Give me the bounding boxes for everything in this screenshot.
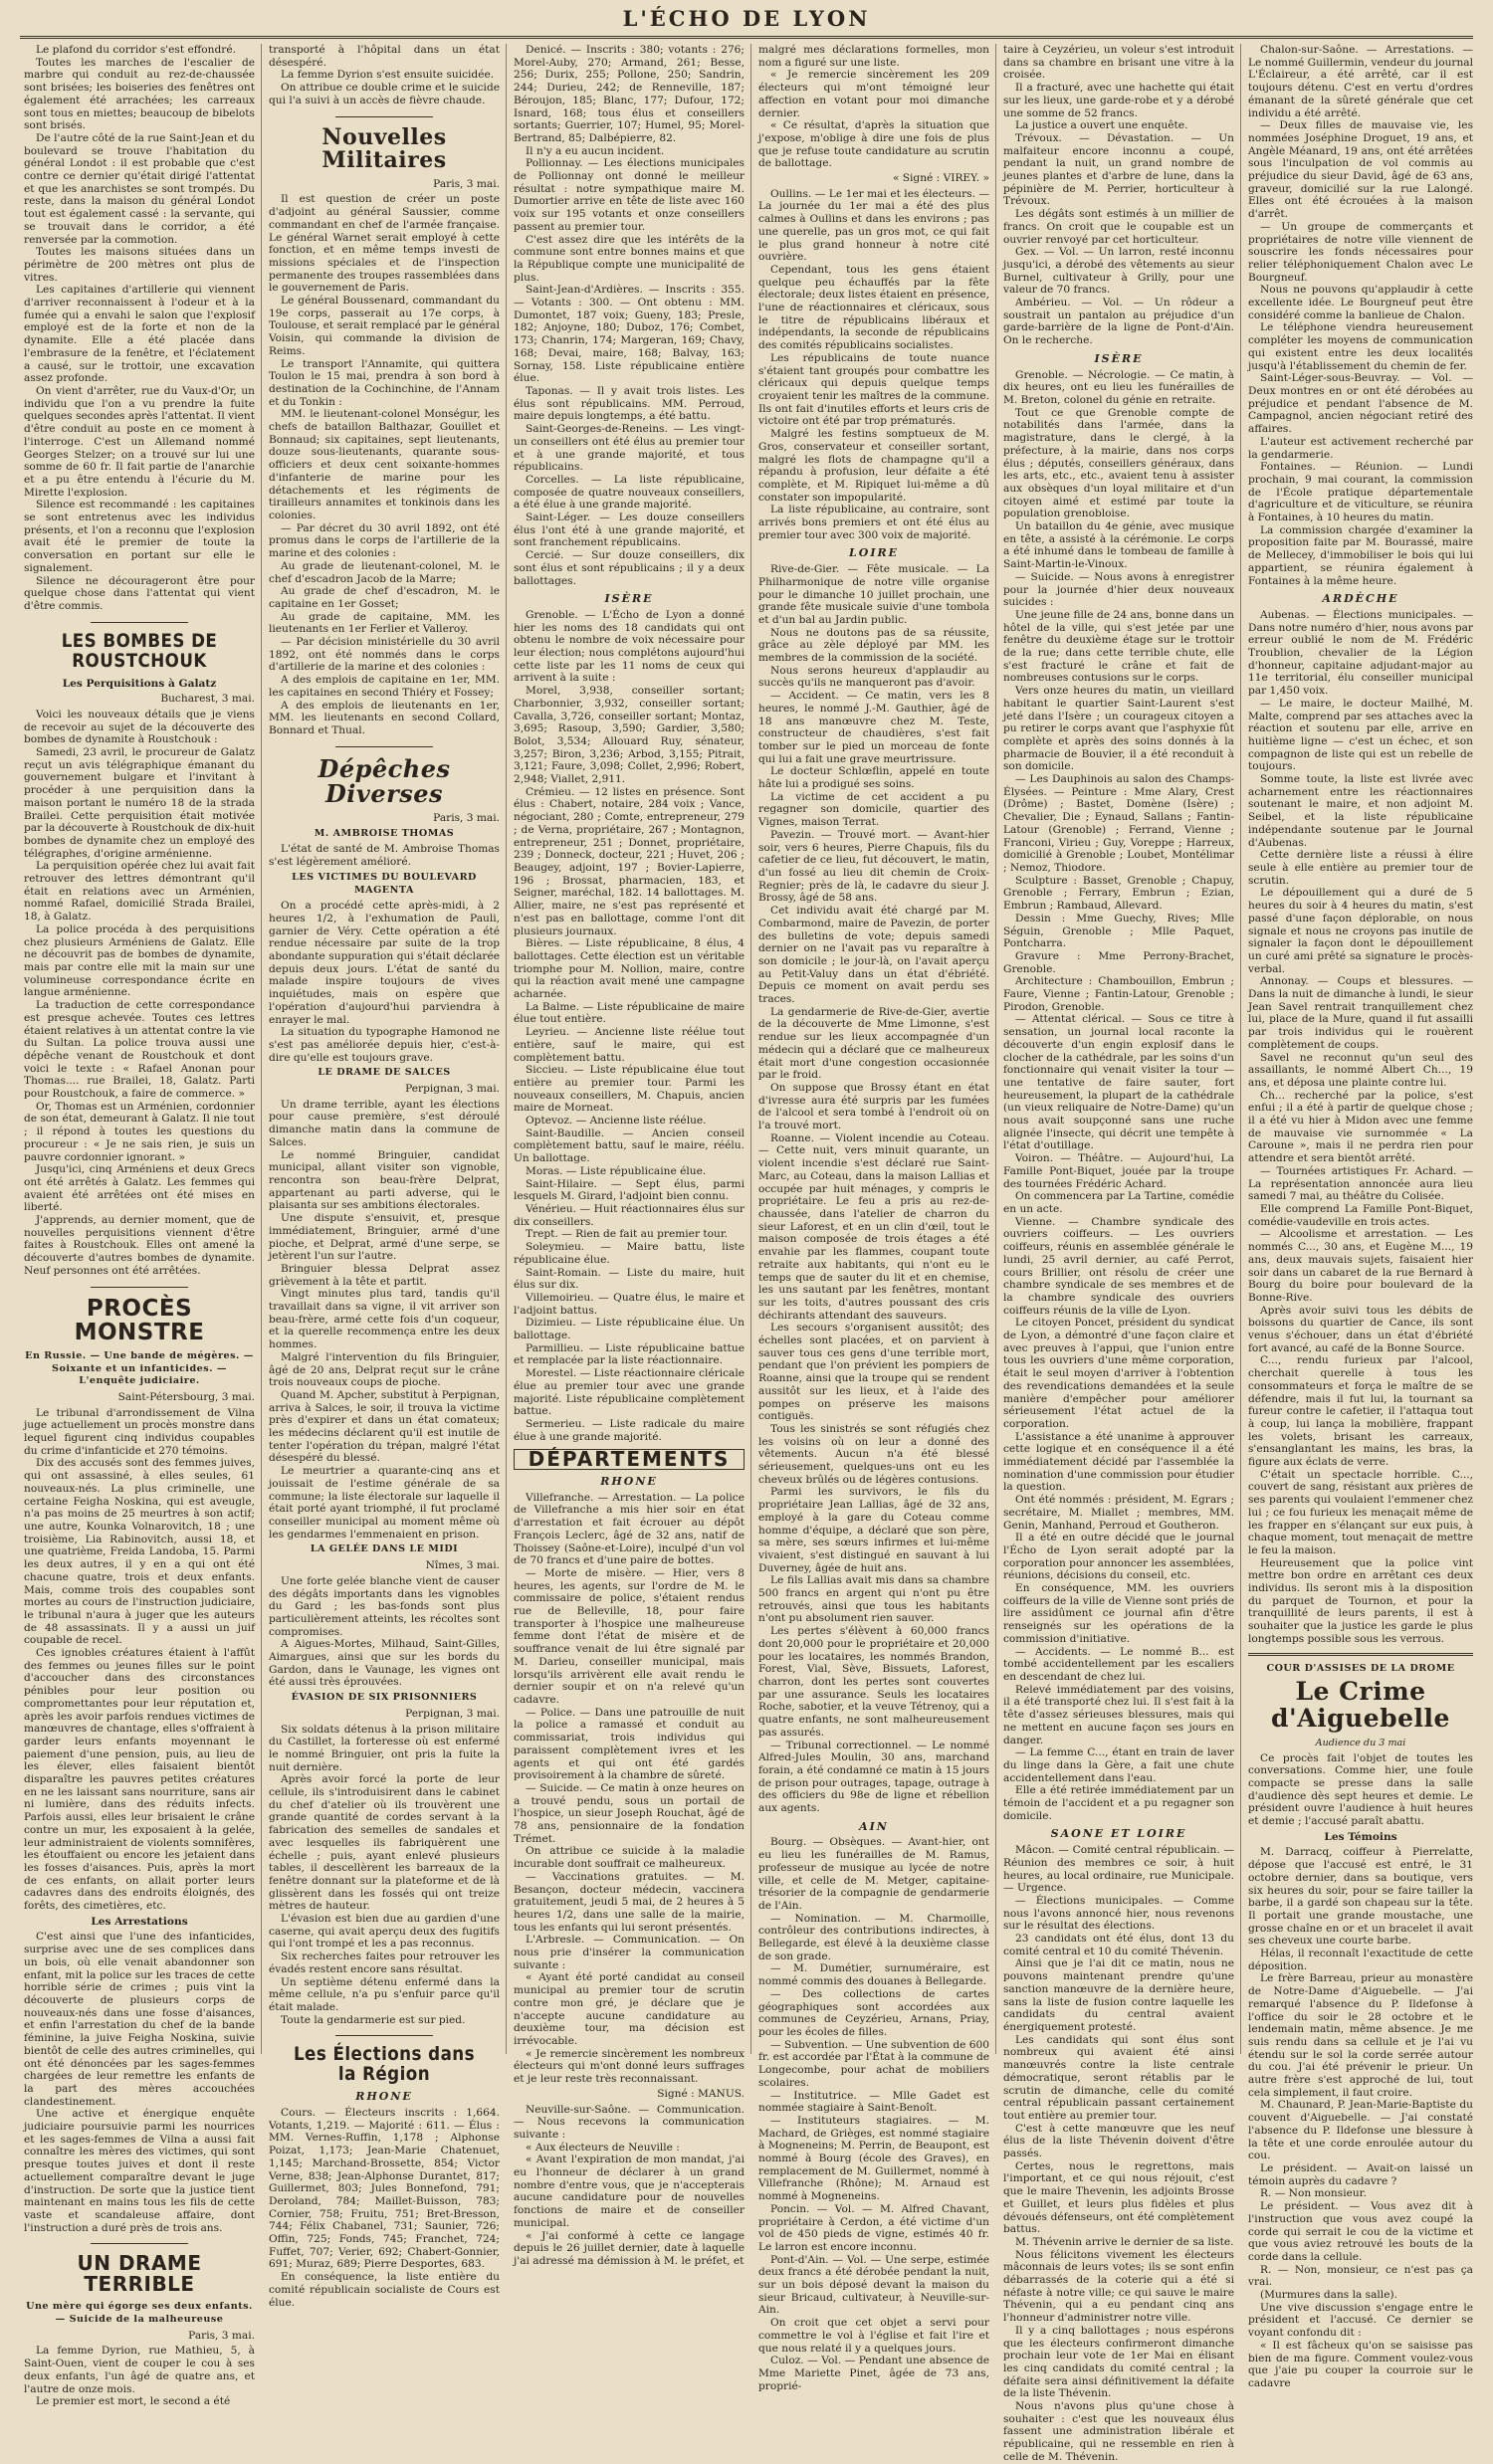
paragraph: Au grade de lieutenant-colonel, M. le chef d'escadron Jacob de la Marre; <box>269 559 500 585</box>
paragraph: En conséquence, MM. les ouvriers coiffeurs de la ville de Vienne sont priés de lire assidûment ce journal afin d'être renseignés sur les opérations de la commission d'initiative. <box>1003 1582 1234 1645</box>
paragraph: Le frère Barreau, prieur au monastère de Notre-Dame d'Aiguebelle. — J'ai remarqué l'absence du P. Ildefonse à l'office du soir le 28 octobre et le lendemain matin, même absence. Je me suis rendu dans sa cellule et je l'ai vu étendu sur le sol la corde serrée autour du cou. J'ai été prévenir le prieur. Un autre frère s'est approché de lui, tout cela simplement, il faut croire. <box>1248 1972 1473 2099</box>
headline-bombes: LES BOMBES DE ROUSTCHOUK <box>61 629 218 672</box>
paragraph: Bières. — Liste républicaine, 8 élus, 4 ballottages. Cette élection est un véritable triomphe pour M. Nollion, maire, contre qui la réaction avait mené une campagne acharnée. <box>514 937 745 1001</box>
paragraph: Tout ce que Grenoble compte de notabilités dans l'armée, dans la magistrature, dans le clergé, à la préfecture, à la mairie, dans nos corps élus ; députés, conseillers généraux, dans les arts, etc., etc., avaient tenu à assister aux obsèques d'un loyal militaire et d'un citoyen aimé et estimé par toute la population grenobloise. <box>1003 406 1234 520</box>
paragraph: Ainsi que je l'ai dit ce matin, nous ne pouvons maintenant prendre qu'une sanction manœuvre de la dernière heure, sans la liste de fusion contre laquelle les candidats du central avaient énergiquement protesté. <box>1003 1957 1234 2033</box>
paragraph: Or, Thomas est un Arménien, cordonnier de son état, demeurant à Galatz. Il nie tout ; il répond à toutes les questions du procureur : « Je ne sais rien, je suis un pauvre cordonnier ignorant. » <box>24 1100 255 1163</box>
paragraph: R. — Non, monsieur, ce n'est pas ça vrai. <box>1248 2263 1473 2289</box>
paragraph: Elle comprend La Famille Pont-Biquet, comédie-vaudeville en trois actes. <box>1248 1202 1473 1228</box>
paragraph: Pollionnay. — Les élections municipales de Pollionnay ont donné le meilleur résultat : notre sympathique maire M. Dumortier arrive en tête de liste avec 160 voix sur 195 votants et onze conseillers passent au premier tour. <box>514 157 745 233</box>
paragraph: Nous serons heureux d'applaudir au succès qu'ils ne manqueront pas d'avoir. <box>758 664 989 690</box>
section-label: ISÈRE <box>1094 351 1144 365</box>
paragraph: On a procédé cette après-midi, à 2 heures 1/2, à l'exhumation de Pauli, garnier de Véry. Cette opération a été rendue nécessaire par suite de la trop abondante suppuration qui s'était déclarée depuis deux jours. L'état de santé du malade inspire toujours de vives inquiétudes, mais on espère que l'opération d'aujourd'hui parviendra à enrayer le mal. <box>269 900 500 1026</box>
subheadline: Les Perquisitions à Galatz <box>62 677 217 690</box>
paragraph: Parmillieu. — Liste républicaine battue et remplacée par la liste réactionnaire. <box>514 1341 745 1367</box>
subheadline: LA GELÉE DANS LE MIDI <box>310 1543 459 1555</box>
paragraph: Parmi les survivors, le fils du propriétaire Jean Lallias, âgé de 32 ans, employé à la gare du Coteau comme homme d'équipe, a déclaré que son père, sa mère, ses sœurs infirmes et lui-même vivaient, s'est distingué en sauvant à lui Duverney, âgée de huit ans. <box>758 1486 989 1574</box>
signature: Signé : MANUS. <box>657 2087 745 2100</box>
paragraph: Rive-de-Gier. — Fête musicale. — La Philharmonique de notre ville organise pour le dimanche 10 juillet prochain, une grande fête musicale suivie d'une tombola et d'un bal au Jardin public. <box>758 563 989 626</box>
paragraph: Les candidats qui sont élus sont nombreux qui avaient été ainsi manœuvrés contre la liste centrale démocratique, seront rétablis par le scrutin de dimanche, celle du comité central républicain passant certainement tout entière au premier tour. <box>1003 2033 1234 2122</box>
paragraph: — Suicide. — Ce matin à onze heures on a trouvé pendu, sous un portail de l'hospice, un sieur Joseph Rouchat, âgé de 78 ans, pensionnaire de la fondation Trémet. <box>514 1781 745 1845</box>
dateline: Paris, 3 mai. <box>433 177 500 190</box>
paragraph: Morel, 3,938, conseiller sortant; Charbonnier, 3,932, conseiller sortant; Cavalla, 3,726, conseiller sortant; Montaz, 3,695; Rasoup, 3,590; Gardier, 3,580; Bolot, 3,534; Allouard Ruy, sénateur, 3,257; Biron, 3,236; Arbod, 3,155; Pitrait, 3,121; Faure, 3,098; Collet, 2,996; Robert, 2,948; Viallet, 2,911. <box>514 685 745 786</box>
paragraph: Le citoyen Poncet, président du syndicat de Lyon, a démontré d'une façon claire et avec preuves à l'appui, que l'union entre tous les ouvriers d'une même corporation, était le seul moyen d'arriver à l'obtention des revendications demandées et la seule manière d'empêcher pour améliorer sérieusement l'état actuel de la corporation. <box>1003 1317 1234 1430</box>
paragraph: Nous n'avons plus qu'une chose à souhaiter : c'est que les nouveaux élus fassent une administration libérale et républicaine, qui ne ressemble en rien à celle de M. Thévenin. <box>1003 2400 1234 2463</box>
paragraph: — Nomination. — M. Charmoille, contrôleur des contributions indirectes, à Bellegarde, est élevé à la deuxième classe de son grade. <box>758 1912 989 1962</box>
paragraph: Voici les nouveaux détails que je viens de recevoir au sujet de la découverte des bombes de dynamite à Roustchouk : <box>24 708 255 746</box>
paragraph: Morestel. — Liste réactionnaire cléricale élue au premier tour avec une grande majorité. Liste républicaine complètement battue. <box>514 1367 745 1418</box>
paragraph: Annonay. — Coups et blessures. — Dans la nuit de dimanche à lundi, le sieur Jean Savel rentrait tranquillement chez lui, place de la Mure, quand il fut assailli par trois individus qui le rouèrent complètement de coups. <box>1248 975 1473 1051</box>
paragraph: Oullins. — Le 1er mai et les électeurs. — La journée du 1er mai a été des plus calmes à Oullins et dans les environs ; pas une querelle, pas un gros mot, ce qui fait le plus grand honneur à notre cité ouvrière. <box>758 187 989 264</box>
paragraph: Une forte gelée blanche vient de causer des dégâts importants dans les vignobles du Gard ; les bas-fonds sont plus particulièrement atteints, les récoltes sont compromises. <box>269 1574 500 1638</box>
paragraph: A Aigues-Mortes, Milhaud, Saint-Gilles, Aimargues, ainsi que sur les bords du Gardon, dans le Vaunage, les vignes ont été aussi très éprouvées. <box>269 1638 500 1689</box>
paragraph: Mâcon. — Comité central républicain. — Réunion des membres ce soir, à huit heures, au local ordinaire, rue Municipale. — Urgence. <box>1003 1844 1234 1895</box>
paragraph: A des emplois de capitaine en 1er, MM. les capitaines en second Thiéry et Fossey; <box>269 674 500 699</box>
paragraph: Le fils Lallias avait mis dans sa chambre 500 francs en argent qui n'ont pu être retrouvés, ainsi que tous les habitants n'ont pu absolument rien sauver. <box>758 1574 989 1625</box>
paragraph: Saint-Hilaire. — Sept élus, parmi lesquels M. Girard, l'adjoint bien connu. <box>514 1177 745 1203</box>
paragraph: La Balme. — Liste républicaine de maire élue tout entière. <box>514 1000 745 1026</box>
paragraph: On commencera par La Tartine, comédie en un acte. <box>1003 1190 1234 1215</box>
signature: « Signé : VIREY. » <box>892 172 989 185</box>
dateline: Nîmes, 3 mai. <box>425 1559 500 1572</box>
paragraph: Cours. — Électeurs inscrits : 1,664. Votants, 1,219. — Majorité : 611. — Élus : MM. Vernes-Ruffin, 1,178 ; Alphonse Poizat, 1,173; Jean-Marie Chatenuet, 1,145; Marchand-Brossette, 854; Victor Verne, 838; Jean-Alphonse Durantet, 817; Guillermet, 803; Jules Bonnefond, 791; Deroland, 784; Maillet-Buisson, 783; Cornier, 758; Fruitu, 751; Bret-Bresson, 744; Félix Chabanel, 731; Saunier, 726; Offin, 725; Fonds, 745; Franchet, 724; Fuffet, 707; Verier, 692; Chabert-Gonnier, 691; Muraz, 689; Pierre Desportes, 683. <box>269 2106 500 2271</box>
paragraph: — Par décision ministérielle du 30 avril 1892, ont été nommés dans le corps d'artillerie de la marine et des colonies : <box>269 636 500 674</box>
paragraph: L'évasion est bien due au gardien d'une caserne, qui avait aperçu deux des fugitifs qui l'ont trompé et les a pas reconnus. <box>269 1913 500 1951</box>
dateline: Paris, 3 mai. <box>433 812 500 825</box>
paragraph: Villemoirieu. — Quatre élus, le maire et l'adjoint battus. <box>514 1291 745 1317</box>
headline-elections: Les Élections dans la Région <box>293 2043 476 2086</box>
paragraph: Il a fracturé, avec une hachette qui était sur les lieux, une garde-robe et y a dérobé une somme de 52 francs. <box>1003 82 1234 119</box>
paragraph: Silence ne décourageront être pour quelque chose dans l'attentat qui vient d'être commis. <box>24 574 255 612</box>
divider <box>91 622 187 623</box>
paragraph: On suppose que Brossy étant en état d'ivresse aura été surpris par les fumées de l'alcool et sera tombé à l'endroit où on l'a trouvé mort. <box>758 1081 989 1132</box>
paragraph: A des emplois de lieutenants en 1er, MM. les lieutenants en second Collard, Bonnard et Thual. <box>269 699 500 736</box>
paragraph: — Accidents. — Le nommé B... est tombé accidentellement par les escaliers en descendant de chez lui. <box>1003 1645 1234 1683</box>
paragraph: Un drame terrible, ayant les élections pour cause première, s'est déroulé dimanche matin dans la commune de Salces. <box>269 1098 500 1148</box>
paragraph: Dessin : Mme Guechy, Rives; Mlle Séguin, Grenoble ; Mlle Paquet, Pontcharra. <box>1003 912 1234 950</box>
paragraph: Une vive discussion s'engage entre le président et l'accusé. Ce dernier se voyant confondu dit : <box>1248 2301 1473 2340</box>
subheadline: Les Témoins <box>1324 1830 1397 1843</box>
paragraph: La commission chargée d'examiner la proposition faite par M. Bourassé, maire de Mellecey, d'immobiliser le bois qui lui appartient, se réunira également à Fontaines à la même heure. <box>1248 523 1473 587</box>
paragraph: Bringuier blessa Delprat assez grièvement à la tête et partit. <box>269 1262 500 1288</box>
paragraph: Taponas. — Il y avait trois listes. Les élus sont républicains. MM. Perroud, maire depuis longtemps, a été battu. <box>514 384 745 423</box>
paragraph: C'était un spectacle horrible. C..., couvert de sang, résistant aux prières de ses parents qui voulaient l'emmener chez lui ; ce fou furieux les menaçait même de les frapper en s'élançant sur eux puis, à chaque moment, tout menaçait de mettre le feu la maison. <box>1248 1468 1473 1556</box>
paragraph: L'état de santé de M. Ambroise Thomas s'est légèrement amélioré. <box>269 843 500 869</box>
paragraph: Dix des accusés sont des femmes juives, qui ont assassiné, à elles seules, 61 nouveaux-nés. La plus criminelle, une certaine Feigha Noskina, qui est aveugle, n'a pas moins de 25 meurtres à son actif; une autre, Kounka Volnarovitch, 18 ; une troisième, Lia Rabinovitch, aussi 18, et une quatrième, Freida Landoba, 15. Parmi les deux autres, il y en a qui ont été chacune quatre, trois et deux enfants. Mais, comme trois des coupables sont mortes au cours de l'instruction judiciaire, le tribunal n'aura à juger que les auteurs de 48 assassinats. Il y a aussi un juif coupable de recel. <box>24 1457 255 1647</box>
headline-drame: UN DRAME TERRIBLE <box>77 2251 202 2297</box>
paragraph: — Suicide. — Nous avons à enregistrer pour la journée d'hier deux nouveaux suicides : <box>1003 570 1234 609</box>
paragraph: Une jeune fille de 24 ans, bonne dans un hôtel de la ville, qui s'est jetée par une fenêtre du deuxième étage sur le trottoir de la rue; dans cette terrible chute, elle s'est fracturé le crâne et fait de nombreuses contusions sur le corps. <box>1003 608 1234 685</box>
paragraph: Le plafond du corridor s'est effondré. <box>36 44 236 56</box>
paragraph: Silence est recommandé : les capitaines se sont entretenus avec les individus présents, et l'on a reconnu que l'explosion avait été le premier de toute la conversation en portant sur elle le signalement. <box>24 499 255 574</box>
subheadline: M. AMBROISE THOMAS <box>314 827 455 839</box>
paragraph: — Vaccinations gratuites. — M. Besançon, docteur médecin, vaccinera gratuitement, jeudi 5 mai, de 2 heures à 5 heures 1/2, dans une salle de la mairie, tous les enfants qui lui seront présentés. <box>514 1870 745 1934</box>
paragraph: Aubenas. — Élections municipales. — Dans notre numéro d'hier, nous avons par erreur oublié le nom de M. Frédéric Troublion, chevalier de la Légion d'honneur, capitaine adjudant-major au 11e territorial, élu conseiller municipal par 1,450 voix. <box>1248 608 1473 698</box>
paragraph: Savel ne reconnut qu'un seul des assaillants, le nommé Albert Ch..., 19 ans, et déposa une plainte contre lui. <box>1248 1051 1473 1089</box>
column-1 <box>24 44 255 2408</box>
paragraph: — La femme C..., étant en train de laver du linge dans la Gère, a fait une chute accidentellement dans l'eau. <box>1003 1746 1234 1784</box>
paragraph: — Par décret du 30 avril 1892, ont été promus dans le corps de l'artillerie de la marine et des colonies : <box>269 521 500 560</box>
paragraph: Saint-Léger-sous-Beuvray. — Vol. — Deux montres en or ont été dérobées au préjudice et pendant l'absence de M. Campagnol, ancien négociant retiré des affaires. <box>1248 372 1473 436</box>
paragraph: — Accident. — Ce matin, vers les 8 heures, le nommé J.-M. Gauthier, âgé de 18 ans manœuvre chez M. Teste, constructeur de chaudières, s'est fait tomber sur le pied un morceau de fonte qui lui a fait une grave meurtrissure. <box>758 690 989 765</box>
paragraph: Voiron. — Théâtre. — Aujourd'hui, La Famille Pont-Biquet, jouée par la troupe des tournées Frédéric Achard. <box>1003 1152 1234 1190</box>
paragraph: Ces ignobles créatures étaient à l'affût des femmes ou jeunes filles sur le point d'accoucher dans des circonstances pénibles pour leur position ou compromettantes pour leur réputation et, après les avoir parfois rendues victimes de manœuvres de chantage, elles s'offraient à garder leurs enfants moyennant le paiement d'une pension, puis, au lieu de les élever, elles faisaient bientôt disparaître les pauvres petites créatures en ne les laissant sans nourriture, sans air ni lumière, dans des réduits infects. Parfois aussi, elles leur brisaient le crâne contre un mur, les exposaient à la gelée, leur administraient de violents somnifères, les étouffaient ou encore les jetaient dans les fosses d'aisances. Puis, après la mort de ces enfants, on allait porter leurs cadavres dans des endroits éloignés, des forêts, des cimetières, etc. <box>24 1647 255 1913</box>
paragraph: Au grade de capitaine, MM. les lieutenants en 1er Ferlier et Valleroy. <box>269 610 500 636</box>
paragraph: La victime de cet accident a pu regagner son domicile, quartier des Vignes, maison Terrat. <box>758 790 989 829</box>
paragraph: (Murmures dans la salle). <box>1260 2289 1397 2302</box>
paragraph: Saint-Léger. — Les douze conseillers élus l'ont été à une grande majorité, et sont franchement républicains. <box>514 512 745 549</box>
paragraph: La femme Dyrion s'est ensuite suicidée. <box>281 69 495 82</box>
paragraph: Il a été en outre décidé que le journal l'Écho de Lyon serait adopté par la corporation pour annoncer les assemblées, réunions, décisions du conseil, etc. <box>1003 1532 1234 1582</box>
paragraph: Le président. — Vous avez dit à l'instruction que vous avez coupé la corde qui serrait le cou de la victime et que vous aviez retrouvé les bouts de la corde dans la cellule. <box>1248 2200 1473 2263</box>
paragraph: M. Darracq, coiffeur à Pierrelatte, dépose que l'accusé est entré, le 31 octobre dernier, dans sa boutique, vers six heures du soir, pour se faire tailler la barbe, il a gardé son chapeau sur la tête. Il portait une grande moustache, une grosse chaîne en or et un bracelet il avait ses cheveux une courte barbe. <box>1248 1846 1473 1948</box>
paragraph: La liste républicaine, au contraire, sont arrivés bons premiers et ont été élus au premier tour avec 300 voix de majorité. <box>758 504 989 541</box>
subheadline: Les Arrestations <box>91 1915 188 1928</box>
paragraph: « Ce résultat, d'après la situation que j'expose, m'oblige à dire une fois de plus que je refuse toute candidature au scrutin de ballottage. <box>758 119 989 170</box>
paragraph: R. — Non monsieur. <box>1260 2187 1367 2200</box>
paragraph: Elle a été retirée immédiatement par un témoin de l'accident et a pu regagner son domicile. <box>1003 1784 1234 1822</box>
paragraph: Le nommé Bringuier, candidat municipal, allant visiter son vignoble, rencontra son beau-frère Delprat, appartenant au parti adverse, qui le plaisanta sur ses ambitions électorales. <box>269 1148 500 1212</box>
paragraph: — Deux filles de mauvaise vie, les nommées Joséphine Droguet, 19 ans, et Angèle Méanard, 19 ans, ont été arrêtées sous l'inculpation de vol commis au préjudice du sieur David, âgé de 63 ans, graveur, domicilié sur la rue Lalongé. Elles ont été écrouées à la maison d'arrêt. <box>1248 119 1473 221</box>
paragraph: Les secours s'organisent aussitôt; des échelles sont placées, et on parvient à sauver tous ces gens d'une terrible mort, pendant que l'on prévient les pompiers de Roanne, ainsi que la troupe qui se rendent aussitôt sur les lieux, et à l'aide des pompes on préserve les maisons contiguës. <box>758 1322 989 1423</box>
paragraph: Le dépouillement qui a duré de 5 heures du soir à 4 heures du matin, s'est passé d'une façon déplorable, on nous signale et nous ne croyons pas inutile de signaler la façon dont le dépouillement un curé ami prêté sa signature le procès-verbal. <box>1248 887 1473 975</box>
paragraph: C'est assez dire que les intérêts de la commune sont entre bonnes mains et que la République compte une municipalité de plus. <box>514 233 745 284</box>
paragraph: — M. Dumétier, surnuméraire, est nommé commis des douanes à Bellegarde. <box>758 1962 989 1988</box>
section-label: ARDÈCHE <box>1322 592 1399 606</box>
dateline: Perpignan, 3 mai. <box>405 1083 500 1096</box>
paragraph: Le président. — Avait-on laissé un témoin auprès du cadavre ? <box>1248 2162 1473 2187</box>
paragraph: Il est question de créer un poste d'adjoint au général Saussier, comme commandant en chef de l'armée française. Le général Warnet serait employé à cette fonction, et en même temps investi de missions spéciales et de l'inspection permanente des troupes rassemblées dans le gouvernement de Paris. <box>269 193 500 295</box>
masthead: L'ÉCHO DE LYON <box>622 6 871 31</box>
paragraph: J'apprends, au dernier moment, que de nouvelles perquisitions viennent d'être faites à Roustchouk. Elles ont amené la découverte d'autres bombes de dynamite. Neuf personnes ont été arrêtées. <box>24 1214 255 1277</box>
paragraph: Heureusement que la police vint mettre bon ordre en arrêtant ces deux individus. Ils seront mis à la disposition du parquet de Tournon, et pour la tranquillité de leurs parents, il est à souhaiter que la justice les garde le plus longtemps possible sous les verrous. <box>1248 1556 1473 1645</box>
paragraph: Pont-d'Ain. — Vol. — Une serpe, estimée deux francs a été dérobée pendant la nuit, sur un bois déposé devant la maison du sieur Bricaud, cultivateur, à Neuville-sur-Ain. <box>758 2253 989 2317</box>
paragraph: Saint-Jean-d'Ardières. — Inscrits : 355. — Votants : 300. — Ont obtenu : MM. Dumontet, 187 voix; Gueny, 183; Presle, 182; Anjoyne, 180; Duboz, 176; Combet, 173; Chanrin, 174; Margeran, 169; Chavy, 168; Devai, maire, 168; Balvay, 163; Sornay, 158. Liste républicaine entière élue. <box>514 284 745 385</box>
paragraph: L'auteur est activement recherché par la gendarmerie. <box>1248 435 1473 461</box>
paragraph: On attribue ce suicide à la maladie incurable dont souffrait ce malheureux. <box>514 1845 745 1871</box>
paragraph: — Alcoolisme et arrestation. — Les nommés C..., 30 ans, et Eugène M..., 19 ans, deux mauvais sujets, faisaient hier soir dans un cabaret de la rue Bernard à Bourg du boire pour boulevard de la Bonne-Rive. <box>1248 1228 1473 1304</box>
paragraph: Cependant, tous les gens étaient quelque peu échauffés par la fête électorale; deux listes étaient en présence, l'une de réactionnaires et cléricaux, sous le titre de républicains libéraux et indépendants, la seconde de républicains des comités républicains socialistes. <box>758 263 989 352</box>
paragraph: Cet individu avait été chargé par M. Combarmond, maire de Pavezin, de porter des bulletins de vote; depuis samedi dernier on ne l'avait pas vu reparaître à son domicile ; le jour-là, on l'avait aperçu au Petit-Valuy dans un état d'ébriété. Depuis ce moment on avait perdu ses traces. <box>758 905 989 1006</box>
paragraph: — Institutrice. — Mlle Gadet est nommée stagiaire à Saint-Benoît. <box>758 2089 989 2115</box>
paragraph: Les pertes s'élèvent à 60,000 francs dont 20,000 pour le propriétaire et 20,000 pour les locataires, les nommés Brandon, Forest, Vial, Sève, Bissuets, Laforest, charron, dont les pertes sont couvertes par une assurance. Seuls les locataires Roche, sabotier, et la veuve Tétrenoy, qui a quatre enfants, ne sont malheureusement pas assurés. <box>758 1625 989 1739</box>
divider <box>335 746 432 747</box>
paragraph: La femme Dyrion, rue Mathieu, 5, à Saint-Ouen, vient de couper le cou à ses deux enfants, l'un âgé de quatre ans, et l'autre de onze mois. <box>24 2345 255 2395</box>
paragraph: — Le maire, le docteur Mailhé, M. Malte, comprend par ses attaches avec la réaction et soutenu par elle, arrive en huitième ligne — c'est un échec, et son compagnon de liste qui est un rebelle de toujours. <box>1248 697 1473 773</box>
paragraph: Nous ne pouvons qu'applaudir à cette excellente idée. Le Bourgneuf peut être considéré comme la banlieue de Chalon. <box>1248 284 1473 321</box>
audience-date: Audience du 3 mai <box>1315 1737 1406 1748</box>
column-divider <box>1240 44 1241 2054</box>
section-label: ISÈRE <box>604 592 654 606</box>
paragraph: Neuville-sur-Saône. — Communication. — Nous recevons la communication suivante : <box>514 2103 745 2141</box>
paragraph: Malgré l'intervention du fils Bringuier, âgé de 20 ans, Delprat reçut sur le crâne trois nouveaux coups de pioche. <box>269 1350 500 1389</box>
paragraph: Villefranche. — Arrestation. — La police de Villefranche a mis hier soir en état d'arrestation et fait écrouer au dépôt François Leclerc, âgé de 32 ans, natif de Thoissey (Saône-et-Loire), inculpé d'un vol de 70 francs et d'une paire de bottes. <box>514 1491 745 1567</box>
paragraph: Il n'y a eu aucun incident. <box>526 144 665 157</box>
paragraph: Un septième détenu enfermé dans la même cellule, n'a pu s'enfuir parce qu'il était malade. <box>269 1975 500 2013</box>
paragraph: — Des collections de cartes géographiques sont accordées aux communes de Ceyzérieu, Arnans, Priay, pour les écoles de filles. <box>758 1987 989 2038</box>
paragraph: Saint-Georges-de-Reneins. — Les vingt-un conseillers ont été élus au premier tour et à une grande majorité, et tous républicains. <box>514 423 745 474</box>
paragraph: Bourg. — Obsèques. — Avant-hier, ont eu lieu les funérailles de M. Ramus, professeur de musique au lycée de notre ville, et celle de M. Metger, capitaine-trésorier de la compagnie de gendarmerie de l'Ain. <box>758 1836 989 1912</box>
masthead-rule <box>20 36 1473 39</box>
paragraph: La gendarmerie de Rive-de-Gier, avertie de la découverte de Mme Limonne, s'est rendue sur les lieux accompagnée d'un médecin qui a déclaré que ce malheureux était mort d'une congestion occasionnée par le froid. <box>758 1005 989 1082</box>
paragraph: Sculpture : Basset, Grenoble ; Chapuy, Grenoble ; Ferrary, Embrun ; Ezian, Embrun ; Rambaud, Allevard. <box>1003 874 1234 913</box>
paragraph: Cette dernière liste a réussi à élire seule à elle entière au premier tour de scrutin. <box>1248 849 1473 887</box>
paragraph: — Élections municipales. — Comme nous l'avons annoncé hier, nous revenons sur le résultat des élections. <box>1003 1894 1234 1933</box>
paragraph: — Police. — Dans une patrouille de nuit la police a ramassé et conduit au commissariat, trois individus qui paraissent complètement ivres et les agents et qui ont été gardés provisoirement à la chambre de sûreté. <box>514 1706 745 1782</box>
dateline: Saint-Pétersbourg, 3 mai. <box>117 1390 255 1403</box>
paragraph: C..., rendu furieux par l'alcool, cherchait querelle à tous les consommateurs et força le maître de se défendre, mais il fut lui, la tournant sa fureur contre le cafetier, il l'attaqua tout à coup, lui lança la mobilière, frappant les volets, brisant les carreaux, s'ensanglantant les mains, les bras, la figure aux éclats de verre. <box>1248 1354 1473 1469</box>
paragraph: Le général Boussenard, commandant du 19e corps, passerait au 17e corps, à Toulouse, et serait remplacé par le général Voisin, qui commande la division de Reims. <box>269 295 500 357</box>
section-label: SAONE ET LOIRE <box>1050 1827 1187 1841</box>
paragraph: Six recherches faites pour retrouver les évadés restent encore sans résultat. <box>269 1951 500 1975</box>
paragraph: Après avoir forcé la porte de leur cellule, ils s'introduisirent dans le cabinet du chef d'atelier où ils trouvèrent une grande quantité de cordes servant à la fabrication des semelles de sandales et avec lesquelles ils fabriquèrent une échelle ; puis, ayant enlevé plusieurs tables, il descellèrent les barreaux de la fenêtre donnant sur la plateforme et de là glissèrent dans les fossés qui ont treize mètres de hauteur. <box>269 1773 500 1913</box>
paragraph: Une active et énergique enquête judiciaire poursuivie parmi les nourrices et les sages-femmes de Vilna a aussi fait connaître les mères des victimes, qui sont presque toutes juives et dont il reste actuellement comparaître devant le juge d'instruction. De sorte que la justice tient maintenant en mains tous les fils de cette vaste et scandaleuse affaire, dont l'instruction a duré près de trois ans. <box>24 2108 255 2234</box>
paragraph: Hélas, il reconnaît l'exactitude de cette déposition. <box>1248 1948 1473 1972</box>
paragraph: taire à Ceyzérieu, un voleur s'est introduit dans sa chambre en brisant une vitre à la croisée. <box>1003 44 1234 82</box>
paragraph: Chalon-sur-Saône. — Arrestations. — Le nommé Guillermin, vendeur du journal L'Éclaireur, a été arrêté, car il est toujours détenu. C'est en vertu d'ordres émanant de la sûreté générale que cet individu a été arrêté. <box>1248 44 1473 119</box>
column-2 <box>269 44 500 2309</box>
paragraph: Culoz. — Vol. — Pendant une absence de Mme Mariette Pinet, âgée de 73 ans, proprié- <box>758 2355 989 2392</box>
paragraph: — Subvention. — Une subvention de 600 fr. est accordée par l'État à la commune de Longecombe, pour achat de mobiliers scolaires. <box>758 2038 989 2089</box>
paragraph: Roanne. — Violent incendie au Coteau. — Cette nuit, vers minuit quarante, un violent incendie s'est déclaré rue Saint-Marc, au Coteau, dans la maison Lallias et occupée par huit ménages, y compris le propriétaire. Le feu a pris au rez-de-chaussée, dans l'atelier de charron du sieur Laforest, et en un clin d'œil, tout le maison composée de trois étages a été envahie par les flammes, coupant toute retraite aux habitants, qui n'ont eu le temps que de sauter du lit et en chemise, les uns sautant par les fenêtres, montant sur les toits, d'autres poussant des cris déchirants attendant des sauveurs. <box>758 1131 989 1322</box>
paragraph: La perquisition opérée chez lui avait fait retrouver des lettres démontrant qu'il était en relations avec un Arménien, nommé Rafael, domicilié Strada Brailei, 18, à Galatz. <box>24 860 255 924</box>
paragraph: Corcelles. — La liste républicaine, composée de quatre nouveaux conseillers, a été élue à une grande majorité. <box>514 473 745 512</box>
paragraph: — Attentat clérical. — Sous ce titre à sensation, un journal local raconte la découverte d'un engin explosif dans le clocher de la cathédrale, par les soins d'un fonctionnaire qui venait visiter la tour — une tentative de faire sauter, fort heureusement, la plupart de la cathédrale (un vieux reliquaire de Notre-Dame) qu'un nous avait soupçonné sans une ruche alignée l'insecte, qui décrit une tempête à l'état d'outillage. <box>1003 1013 1234 1152</box>
paragraph: Tous les sinistrés se sont réfugiés chez les voisins où on leur a donné des vêtements. Aucun n'a été blessé sérieusement, quelques-uns ont eu les cheveux brûlés ou de légères contusions. <box>758 1422 989 1486</box>
column-divider <box>261 44 262 2054</box>
paragraph: De l'autre côté de la rue Saint-Jean et du boulevard se trouve l'habitation du général Londot : il est probable que c'est contre ce dernier qu'était dirigé l'attentat et que les anarchistes se sont trompés. Du reste, dans la maison du général Londot tout est également cassé : la servante, qui se trouvait dans le corridor, a été renversée par la commotion. <box>24 131 255 246</box>
paragraph: Vingt minutes plus tard, tandis qu'il travaillait dans sa vigne, il vit arriver son beau-frère, armé cette fois d'un coqueur, et la querelle recommença entre les deux hommes. <box>269 1288 500 1351</box>
section-label: COUR D'ASSISES DE LA DROME <box>1266 1662 1455 1674</box>
paragraph: La situation du typographe Hamonod ne s'est pas améliorée depuis hier, c'est-à-dire qu'elle est toujours grave. <box>269 1026 500 1064</box>
paragraph: Pavezin. — Trouvé mort. — Avant-hier soir, vers 6 heures, Pierre Chapuis, fils du cafetier de ce lieu, fut découvert, le matin, d'un fossé au lieu dit chemin de Croix-Regnier; près de là, le cadavre du sieur J. Brossy, âgé de 58 ans. <box>758 828 989 905</box>
paragraph: Ambérieu. — Vol. — Un rôdeur a soustrait un pantalon au préjudice d'un garde-barrière de la ligne de Pont-d'Ain. On le recherche. <box>1003 297 1234 347</box>
paragraph: C'est à cette manœuvre que les neuf élus de la liste Thévenin doivent d'être passés. <box>1003 2122 1234 2160</box>
paragraph: « Je remercie sincèrement les 209 électeurs qui m'ont témoigné leur affection en votant pour moi dimanche dernier. <box>758 69 989 119</box>
paragraph: « Il est fâcheux qu'on se saisisse pas bien de ma figure. Comment voulez-vous que j'aie pu couper la courroie sur le cadavre <box>1248 2339 1473 2389</box>
paragraph: — Les Dauphinois au salon des Champs-Élysées. — Peinture : Mme Alary, Crest (Drôme) ; Bastet, Domène (Isère) ; Chevalier, Die ; Eynaud, Sallans ; Fantin-Latour (Grenoble) ; Ferrand, Vienne ; Franconi, Virieu ; Guy, Voreppe ; Harreux, domicilié à Grenoble ; Loubet, Montélimar ; Nemoz, Thiodore. <box>1003 773 1234 874</box>
paragraph: Ont été nommés : président, M. Egrars ; secrétaire, M. Miallet ; membres, MM. Genin, Manhand, Perroud et Goutheron. <box>1003 1494 1234 1532</box>
paragraph: Crémieu. — 12 listes en présence. Sont élus : Chabert, notaire, 284 voix ; Vance, négociant, 280 ; Comte, entrepreneur, 279 ; de Verna, propriétaire, 267 ; Montagnon, entrepreneur, 251 ; Donnet, propriétaire, 239 ; Donneck, docteur, 221 ; Huvet, 206 ; Beaugey, adjoint, 197 ; Bovier-Lapierre, 196 ; Brossat, pharmacien, 183, et Seigner, maréchal, 182. 14 ballottages. M. Allier, maire, ne s'est pas représenté et n'est pas en ballottage, comme l'ont dit plusieurs journaux. <box>514 785 745 937</box>
paragraph: « Ayant été porté candidat au conseil municipal au premier tour de scrutin contre mon gré, je déclare que je n'accepte aucune candidature au deuxième tour, ma décision est irrévocable. <box>514 1971 745 2047</box>
headline-proces: PROCÈS MONSTRE <box>74 1295 205 1345</box>
paragraph: Sermerieu. — Liste radicale du maire élue à une grande majorité. <box>514 1417 745 1443</box>
paragraph: Vénérieu. — Huit réactionnaires élus sur dix conseillers. <box>514 1202 745 1228</box>
paragraph: Le transport l'Annamite, qui quittera Toulon le 15 mai, prendra à son bord à destination de la Cochinchine, de l'Annam et du Tonkin : <box>269 357 500 408</box>
column-divider <box>995 44 996 2054</box>
column-5 <box>1003 44 1234 2463</box>
subheadline: En Russie. — Une bande de mégères. — Soixante et un infanticides. — L'enquête judiciaire. <box>25 1349 254 1387</box>
section-label: LOIRE <box>849 546 899 560</box>
divider <box>91 1287 187 1288</box>
paragraph: — Tournées artistiques Fr. Achard. — La représentation annoncée aura lieu samedi 7 mai, au théâtre du Colisée. <box>1248 1164 1473 1203</box>
paragraph: Siccieu. — Liste républicaine élue tout entière au premier tour. Parmi les nouveaux conseillers, M. Chapuis, ancien maire de Morneat. <box>514 1064 745 1115</box>
paragraph: Grenoble. — L'Écho de Lyon a donné hier les noms des 18 candidats qui ont obtenu le nombre de voix nécessaire pour leur élection; nous complétons aujourd'hui cette liste par les 11 noms de ceux qui arrivent à la suite : <box>514 608 745 685</box>
paragraph: Cercié. — Sur douze conseillers, dix sont élus et sont républicains ; il y a deux ballottages. <box>514 549 745 587</box>
paragraph: On vient d'arrêter, rue du Vaux-d'Or, un individu que l'on a vu prendre la fuite quelques secondes après l'attentat. Il vient d'être conduit au poste en ce moment à l'interroge. C'est un Allemand nommé Georges Stelzer; on a trouvé sur lui une somme de 60 fr. Il fait partie de l'anarchie et a pu être entendu à l'écurie du M. Mirette l'explosion. <box>24 384 255 499</box>
paragraph: malgré mes déclarations formelles, mon nom a figuré sur une liste. <box>758 44 989 69</box>
paragraph: La justice a ouvert une enquête. <box>1015 119 1188 132</box>
paragraph: M. Chaunard, P. Jean-Marie-Baptiste du couvent d'Aiguebelle. — J'ai constaté l'absence du P. Ildefonse une blessure à la tête et une corde enroulée autour du cou. <box>1248 2099 1473 2162</box>
paragraph: Moras. — Liste républicaine élue. <box>526 1164 707 1177</box>
paragraph: Somme toute, la liste est livrée avec acharnement entre les réactionnaires soutenant le maire, et non adjoint M. Seibel, et la liste républicaine indépendante soutenue par le Journal d'Aubenas. <box>1248 773 1473 849</box>
headline-departements: DÉPARTEMENTS <box>514 1449 745 1470</box>
paragraph: Relevé immédiatement par des voisins, il a été transporté chez lui. Il s'est fait à la tête d'assez sérieuses blessures, mais qui ne mettent en aucune façon ses jours en danger. <box>1003 1683 1234 1746</box>
paragraph: Les républicains de toute nuance s'étaient tant groupés pour combattre les cléricaux qui depuis quelque temps croyaient tenir les maîtres de la commune. Ils ont fait d'inutiles efforts et leurs cris de victoire ont été par trop prématurés. <box>758 351 989 428</box>
dateline: Bucharest, 3 mai. <box>160 693 255 706</box>
paragraph: « Je remercie sincèrement les nombreux électeurs qui m'ont donné leurs suffrages et je leur reste très reconnaissant. <box>514 2047 745 2086</box>
divider <box>91 2243 187 2244</box>
paragraph: On croit que cet objet a servi pour commettre le vol à l'église et fait l'ire et que nous relaté il y a quelques jours. <box>758 2317 989 2355</box>
paragraph: « Avant l'expiration de mon mandat, j'ai eu l'honneur de déclarer à un grand nombre d'entre vous, que je n'accepterais aucune candidature pour de nouvelles fonctions de maire et de conseiller municipal. <box>514 2154 745 2229</box>
column-3 <box>514 44 745 2267</box>
paragraph: Poncin. — Vol. — M. Alfred Chavant, propriétaire à Cerdon, a été victime d'un vol de 450 pieds de vigne, estimés 40 fr. Le larron est encore inconnu. <box>758 2202 989 2253</box>
paragraph: Trévoux. — Dévastation. — Un malfaiteur encore inconnu a coupé, pendant la nuit, un grand nombre de jeunes plantes et d'arbre de lune, dans la pépinière de M. Perrier, horticulteur à Trévoux. <box>1003 131 1234 208</box>
paragraph: Denicé. — Inscrits : 380; votants : 276; Morel-Auby, 270; Armand, 261; Besse, 256; Durix, 255; Pollone, 250; Sandrin, 244; Durieu, 242; de Renneville, 187; Béroujon, 185; Blanc, 177; Dufour, 172; Isnard, 168; tous élus et conseillers sortants; Guerrier, 107; Humel, 95; Morel-Bertrand, 85; Dalbépierre, 82. <box>514 44 745 144</box>
paragraph: Fontaines. — Réunion. — Lundi prochain, 9 mai courant, la commission de l'École pratique départementale d'agriculture et de viticulture, se réunira à Fontaines, à 10 heures du matin. <box>1248 461 1473 524</box>
section-label: RHONE <box>600 1475 658 1489</box>
paragraph: transporté à l'hôpital dans un état désespéré. <box>269 44 500 69</box>
headline-depeches: Dépêches Diverses <box>318 753 451 808</box>
paragraph: Optevoz. — Ancienne liste réélue. <box>526 1115 707 1128</box>
paragraph: Une dispute s'ensuivit, et, presque immédiatement, Bringuier, armé d'une pioche, et Delprat, armé d'une serpe, se jetèrent l'un sur l'autre. <box>269 1212 500 1263</box>
divider <box>1248 1653 1473 1656</box>
paragraph: Un bataillon du 4e génie, avec musique en tête, a assisté à la cérémonie. Le corps a été inhumé dans le tombeau de famille à Saint-Martin-le-Vinoux. <box>1003 520 1234 571</box>
paragraph: Six soldats détenus à la prison militaire du Castillet, la forteresse où est enfermé le nommé Bringuier, ont pris la fuite la nuit dernière. <box>269 1723 500 1773</box>
headline-crime: Le Crime d'Aiguebelle <box>1271 1677 1450 1733</box>
paragraph: Grenoble. — Nécrologie. — Ce matin, à dix heures, ont eu lieu les funérailles de M. Breton, colonel du génie en retraite. <box>1003 368 1234 406</box>
dateline: Paris, 3 mai. <box>188 2329 255 2342</box>
paragraph: En conséquence, la liste entière du comité républicain socialiste de Cours est élue. <box>269 2271 500 2309</box>
subheadline: Une mère qui égorge ses deux enfants. — Suicide de la malheureuse <box>26 2301 253 2326</box>
paragraph: Le meurtrier a quarante-cinq ans et jouissait de l'estime générale de sa commune; la liste électorale sur laquelle il était porté ayant triomphé, il fut proclamé conseiller municipal au moment même où les gendarmes l'emmenaient en prison. <box>269 1465 500 1540</box>
subheadline: ÉVASION DE SIX PRISONNIERS <box>291 1692 478 1704</box>
paragraph: Saint-Romain. — Liste du maire, huit élus sur dix. <box>514 1266 745 1292</box>
paragraph: La police procéda à des perquisitions chez plusieurs Arméniens de Galatz. Elle ne découvrit pas de bombes de dynamite, mais par contre elle mit la main sur une volumineuse correspondance écrite en langue arménienne. <box>24 923 255 999</box>
paragraph: Soleymieu. — Maire battu, liste républicaine élue. <box>514 1241 745 1266</box>
paragraph: — Morte de misère. — Hier, vers 8 heures, les agents, sur l'ordre de M. le commissaire de police, s'étaient rendus rue de Belleville, 18, pour faire transporter à l'hospice une malheureuse femme dont l'état de misère et de souffrance venait de lui être signalé par M. Darieu, conseiller municipal, mais lorsqu'ils arrivèrent elle avait rendu le dernier soupir et on n'a relevé qu'un cadavre. <box>514 1566 745 1706</box>
paragraph: Toute la gendarmerie est sur pied. <box>281 2013 466 2026</box>
paragraph: Vers onze heures du matin, un vieillard habitant le quartier Saint-Laurent s'est jeté dans l'Isère ; un courageux citoyen a pu retirer le corps avant que l'asphyxie fût complète et après des soins donnés à la pharmacie de Bouvier, il a été reconduit à son domicile. <box>1003 685 1234 773</box>
subheadline: LES VICTIMES DU BOULEVARD MAGENTA <box>292 871 477 896</box>
paragraph: — Instituteurs stagiaires. — M. Machard, de Grièges, est nommé stagiaire à Mogneneins; M. Perrin, de Beaupont, est nommé à Bourg (école des Graves), en remplacement de M. Guillermet, nommé à Villefranche (Rhône); M. Arnaud est nommé à Mogneneins. <box>758 2114 989 2203</box>
paragraph: Après avoir suivi tous les débits de boissons du quartier de Cance, ils sont venus s'échouer, dans un état d'ébriété fort avancé, au café de la Bonne Source. <box>1248 1304 1473 1354</box>
paragraph: Au grade de chef d'escadron, M. le capitaine en 1er Gosset; <box>269 585 500 610</box>
paragraph: Malgré les festins somptueux de M. Gros, conservateur et conseiller sortant, malgré les flots de champagne qu'il a répandu à profusion, leur défaite a été complète, et M. Ripiquet lui-même a dû constater son impopularité. <box>758 428 989 504</box>
paragraph: Quand M. Apcher, substitut à Perpignan, arriva à Salces, le soir, il trouva la victime près d'expirer et dans un état comateux; les médecins déclarent qu'il est inutile de tenter l'opération du trépan, malgré l'état désespéré du blessé. <box>269 1388 500 1465</box>
paragraph: Architecture : Chambouillon, Embrun ; Faure, Vienne ; Fantin-Latour, Grenoble ; Pirodon, Grenoble. <box>1003 975 1234 1013</box>
paragraph: La traduction de cette correspondance est presque achevée. Toutes ces lettres étaient relatives à un attentat contre la vie du Sultan. La police trouva aussi une dépêche venant de Roustchouk et dont voici le texte : « Rafael Anonan pour Thomas.... rue Brailei, 18, Galatz. Parti pour Roustchouk, a faire de commerce. » <box>24 999 255 1101</box>
column-4 <box>758 44 989 2392</box>
headline-militaires: Nouvelles Militaires <box>321 123 447 173</box>
column-6 <box>1248 44 1473 2389</box>
paragraph: Nous félicitons vivement les électeurs mâconnais de leurs votes; ils se sont enfin débarrassés de la coterie qui a été si néfaste à notre ville; ce qui sauve le maire Thévenin, qui a eu pendant cinq ans l'honneur d'administrer notre ville. <box>1003 2248 1234 2325</box>
divider <box>335 116 432 117</box>
paragraph: Gex. — Vol. — Un larron, resté inconnu jusqu'ici, a dérobé des vêtements au sieur Burnel, cultivateur à Grilly, pour une valeur de 70 francs. <box>1003 246 1234 297</box>
paragraph: « J'ai conformé à cette ce langage depuis le 26 juillet dernier, date à laquelle j'ai adressé ma démission à M. le préfet, et <box>514 2229 745 2267</box>
paragraph: Les capitaines d'artillerie qui viennent d'arriver reconnaissent à l'odeur et à la fumée qui a envahi le salon que l'explosif employé est de la forte et non de la dynamite. Elle a été placée dans l'embrasure de la fenêtre, et l'éclatement a causé, sur le trottoir, une excavation assez profonde. <box>24 284 255 385</box>
paragraph: Ch... recherché par la police, s'est enfui ; il a été à partir de quelque chose ; il a été vu hier à Midon avec une femme de mauvaise vie surnommée « La Caroune », mais il ne perdra rien pour attendre et sera bientôt arrêté. <box>1248 1089 1473 1165</box>
dateline: Perpignan, 3 mai. <box>405 1707 500 1720</box>
column-divider <box>506 44 507 2054</box>
paragraph: Toutes les marches de l'escalier de marbre qui conduit au rez-de-chaussée sont brisées; les boiseries des fenêtres ont également été arrachées; les carreaux sont tous en miettes; beaucoup de bibelots sont brisés. <box>24 56 255 132</box>
divider <box>335 2035 432 2036</box>
paragraph: M. Thévenin arrive le dernier de sa liste. <box>1015 2235 1234 2248</box>
subheadline: LE DRAME DE SALCES <box>318 1067 451 1079</box>
paragraph: On attribue ce double crime et le suicide qui l'a suivi à un accès de fièvre chaude. <box>269 82 500 106</box>
paragraph: Toutes les maisons situées dans un périmètre de 200 mètres ont plus de vitres. <box>24 246 255 284</box>
paragraph: Trept. — Rien de fait au premier tour. <box>526 1228 729 1241</box>
paragraph: MM. le lieutenant-colonel Monségur, les chefs de bataillon Balthazar, Gouillet et Bonnaud; six capitaines, sept lieutenants, douze sous-lieutenants, quarante sous-officiers et deux cent soixante-hommes d'infanterie de marine pour les détachements et les régiments de tirailleurs annamites et tonkinois dans les colonies. <box>269 408 500 521</box>
paragraph: C'est ainsi que l'une des infanticides, surprise avec une de ses complices dans un bois, où elle venait abandonner son enfant, mit la police sur les traces de cette horrible série de crimes ; puis vint la découverte de plusieurs corps de nouveaux-nés dans une fosse d'aisances, et enfin l'arrestation du chef de la bande féminine, la juive Feigha Noskina, suivie bientôt de celle des autres criminelles, qui ont été dénoncées par les sages-femmes chargées de leur remettre les enfants de la part des mères accouchées clandestinement. <box>24 1931 255 2108</box>
paragraph: Certes, nous le regrettons, mais l'important, et ce qui nous réjouit, c'est que le maire Thevenin, les adjoints Brosse et Guillet, et leurs plus fidèles et plus dévoués défenseurs, ont été complètement battus. <box>1003 2159 1234 2236</box>
paragraph: Samedi, 23 avril, le procureur de Galatz reçut un avis télégraphique émanant du gouvernement bulgare et l'invitant à procéder à une perquisition dans la maison portant le numéro 18 de la strada Brailei. Cette perquisition était motivée par la découverte à Roustchouk de dix-huit bombes de dynamite chez un employé des télégraphes, d'origine arménienne. <box>24 746 255 860</box>
paragraph: — Un groupe de commerçants et propriétaires de notre ville viennent de souscrire les fonds nécessaires pour relier téléphoniquement Chalon avec Le Bourgneuf. <box>1248 220 1473 284</box>
paragraph: Dizimieu. — Liste républicaine élue. Un ballottage. <box>514 1317 745 1342</box>
paragraph: « Aux électeurs de Neuville : <box>526 2141 680 2154</box>
paragraph: L'assistance a été unanime à approuver cette logique et en conséquence il a été immédiatement décidé par l'assemblée la nomination d'une commission pour étudier la question. <box>1003 1430 1234 1494</box>
paragraph: Gravure : Mme Perrony-Brachet, Grenoble. <box>1003 949 1234 975</box>
section-label: RHONE <box>355 2090 413 2104</box>
paragraph: Jusqu'ici, cinq Arméniens et deux Grecs ont été arrêtés à Galatz. Les femmes qui avaient été arrêtées ont été mises en liberté. <box>24 1163 255 1214</box>
paragraph: Le docteur Schlœflin, appelé en toute hâte lui a prodigué ses soins. <box>758 765 989 791</box>
paragraph: L'Arbresle. — Communication. — On nous prie d'insérer la communication suivante : <box>514 1934 745 1971</box>
paragraph: Il y a cinq ballottages ; nous espérons que les électeurs confirmeront dimanche prochain leur vote de 1er Mai en élisant les cinq candidats du comité central ; la défaite sera ainsi définitivement la défaite de la liste Thévenin. <box>1003 2324 1234 2400</box>
paragraph: Le premier est mort, le second a été <box>36 2395 231 2408</box>
paragraph: Le tribunal d'arrondissement de Vilna juge actuellement un procès monstre dans lequel figurent cinq individus coupables du crime d'infanticide et 270 témoins. <box>24 1406 255 1457</box>
section-label: AIN <box>859 1819 889 1833</box>
column-divider <box>750 44 751 2054</box>
paragraph: Saint-Baudille. — Ancien conseil complètement battu, sauf le maire, réélu. Un ballottage. <box>514 1127 745 1165</box>
paragraph: — Tribunal correctionnel. — Le nommé Alfred-Jules Moulin, 30 ans, marchand forain, a été condamné ce matin à 15 jours de prison pour outrages, tapage, outrage à des officiers du 98e de ligne et rébellion aux agents. <box>758 1739 989 1815</box>
paragraph: 23 candidats ont été élus, dont 13 du comité central et 10 du comité Thévenin. <box>1003 1933 1234 1957</box>
paragraph: Le téléphone viendra heureusement compléter les moyens de communication qui existent entre les deux localités jusqu'à l'établissement du chemin de fer. <box>1248 321 1473 372</box>
paragraph: Nous ne doutons pas de sa réussite, grâce au zèle déployé par MM. les membres de la commission de la société. <box>758 626 989 665</box>
paragraph: Les dégâts sont estimés à un millier de francs. On croit que le coupable est un ouvrier renvoyé par cet horticulteur. <box>1003 208 1234 246</box>
paragraph: Vienne. — Chambre syndicale des ouvriers coiffeurs. — Les ouvriers coiffeurs, réunis en assemblée générale le lundi, 25 avril dernier, au café Perrot, cours Brillier, ont résolu de créer une chambre syndicale de ses membres et de la chambre syndicale des ouvriers coiffeurs réunis de la ville de Lyon. <box>1003 1215 1234 1317</box>
paragraph: Leyrieu. — Ancienne liste réélue tout entière, sauf le maire, qui est complètement battu. <box>514 1026 745 1064</box>
paragraph: Ce procès fait l'objet de toutes les conversations. Comme hier, une foule compacte se presse dans la salle d'audience dès sept heures et demie. Le président ouvre l'audience à huit heures et demie ; l'accusé paraît abattu. <box>1248 1751 1473 1828</box>
